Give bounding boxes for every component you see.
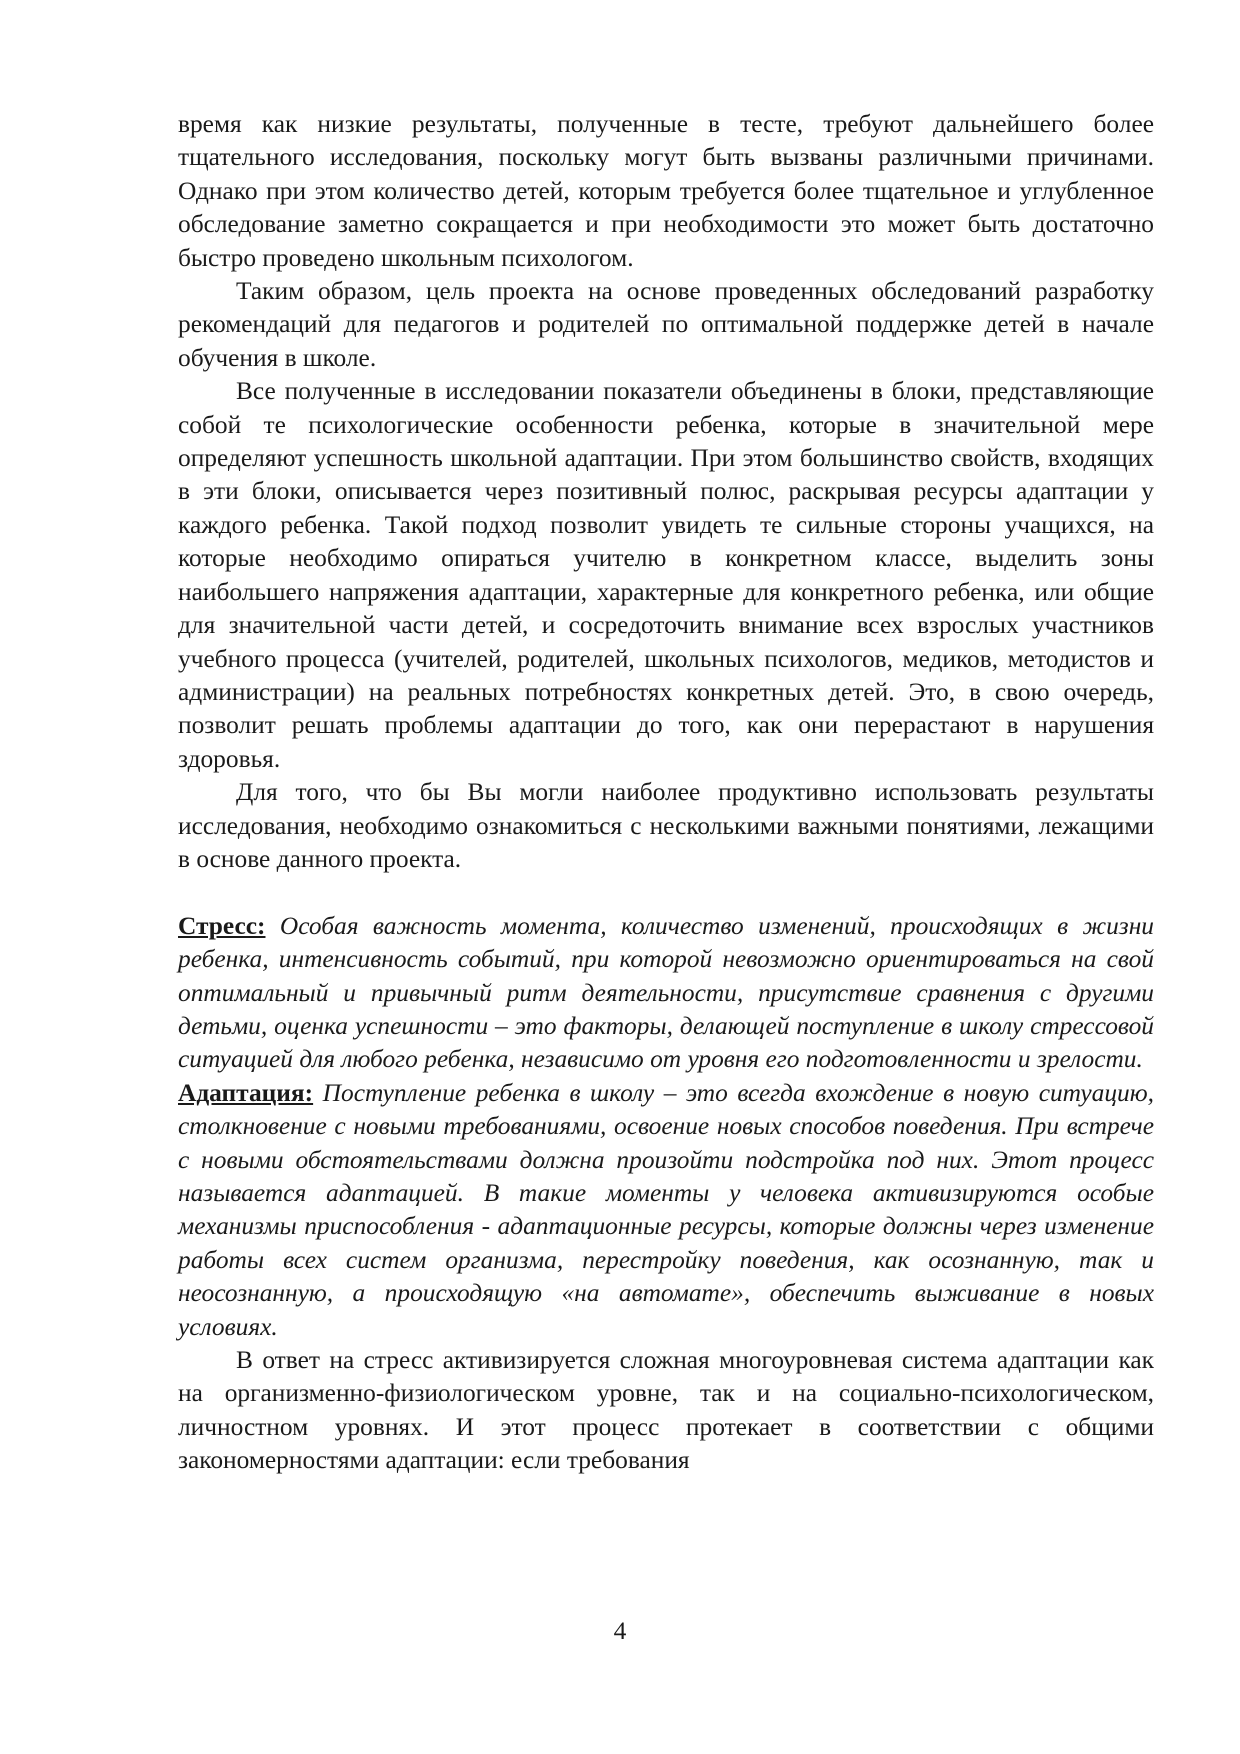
paragraph-key-concepts-intro: Для того, что бы Вы могли наиболее продуктивно использовать результаты исследования, необходимо ознакомиться с несколькими важными понятиями, лежащими в основе данного проекта. <box>178 778 1154 873</box>
definition-text-adaptation: Поступление ребенка в школу – это всегда вхождение в новую ситуацию, столкновение с новыми требованиями, освоение новых способов поведения. При встрече с новыми обстоятельствами должна произойти подстройка под них. Этот процесс называется адаптацией. В такие моменты у человека активизируются особые механизмы приспособления - адаптационные ресурсы, которые должны через изменение работы всех систем организма, перестройку поведения, как осознанную, так и неосознанную, а происходящую «на автомате», обеспечить выживание в новых условиях. <box>178 1078 1154 1341</box>
definition-stress <box>178 910 1154 1077</box>
definition-term-adaptation: Адаптация: <box>178 1078 314 1107</box>
page-number: 4 <box>613 1617 627 1645</box>
paragraph-stress-response: В ответ на стресс активизируется сложная многоуровневая система адаптации как на организменно-физиологическом уровне, так и на социально-психологическом, личностном уровнях. И этот процесс протекает в соответствии с общими закономерностями адаптации: если требования <box>178 1346 1154 1475</box>
paragraph-spacer <box>178 876 1154 909</box>
definition-adaptation <box>178 1077 1154 1344</box>
definition-term-stress: Стресс: <box>178 911 266 940</box>
document-page <box>178 108 1154 1478</box>
paragraph-project-goal: Таким образом, цель проекта на основе проведенных обследований разработку рекомендаций для педагогов и родителей по оптимальной поддержке детей в начале обучения в школе. <box>178 277 1154 372</box>
paragraph-results-followup: время как низкие результаты, полученные в тесте, требуют дальнейшего более тщательного исследования, поскольку могут быть вызваны различными причинами. Однако при этом количество детей, которым требуется более тщательное и углубленное обследование заметно сокращается и при необходимости это может быть достаточно быстро проведено школьным психологом. <box>178 110 1154 272</box>
definition-text-stress: Особая важность момента, количество изменений, происходящих в жизни ребенка, интенсивность событий, при которой невозможно ориентироваться на свой оптимальный и привычный ритм деятельности, присутствие сравнения с другими детьми, оценка успешности – это факторы, делающей поступление в школу стрессовой ситуацией для любого ребенка, независимо от уровня его подготовленности и зрелости. <box>178 911 1154 1074</box>
paragraph-indicator-blocks: Все полученные в исследовании показатели объединены в блоки, представляющие собой те психологические особенности ребенка, которые в значительной мере определяют успешность школьной адаптации. При этом большинство свойств, входящих в эти блоки, описывается через позитивный полюс, раскрывая ресурсы адаптации у каждого ребенка. Такой подход позволит увидеть те сильные стороны учащихся, на которые необходимо опираться учителю в конкретном классе, выделить зоны наибольшего напряжения адаптации, характерные для конкретного ребенка, или общие для значительной части детей, и сосредоточить внимание всех взрослых участников учебного процесса (учителей, родителей, школьных психологов, медиков, методистов и администрации) на реальных потребностях конкретных детей. Это, в свою очередь, позволит решать проблемы адаптации до того, как они перерастают в нарушения здоровья. <box>178 377 1154 773</box>
